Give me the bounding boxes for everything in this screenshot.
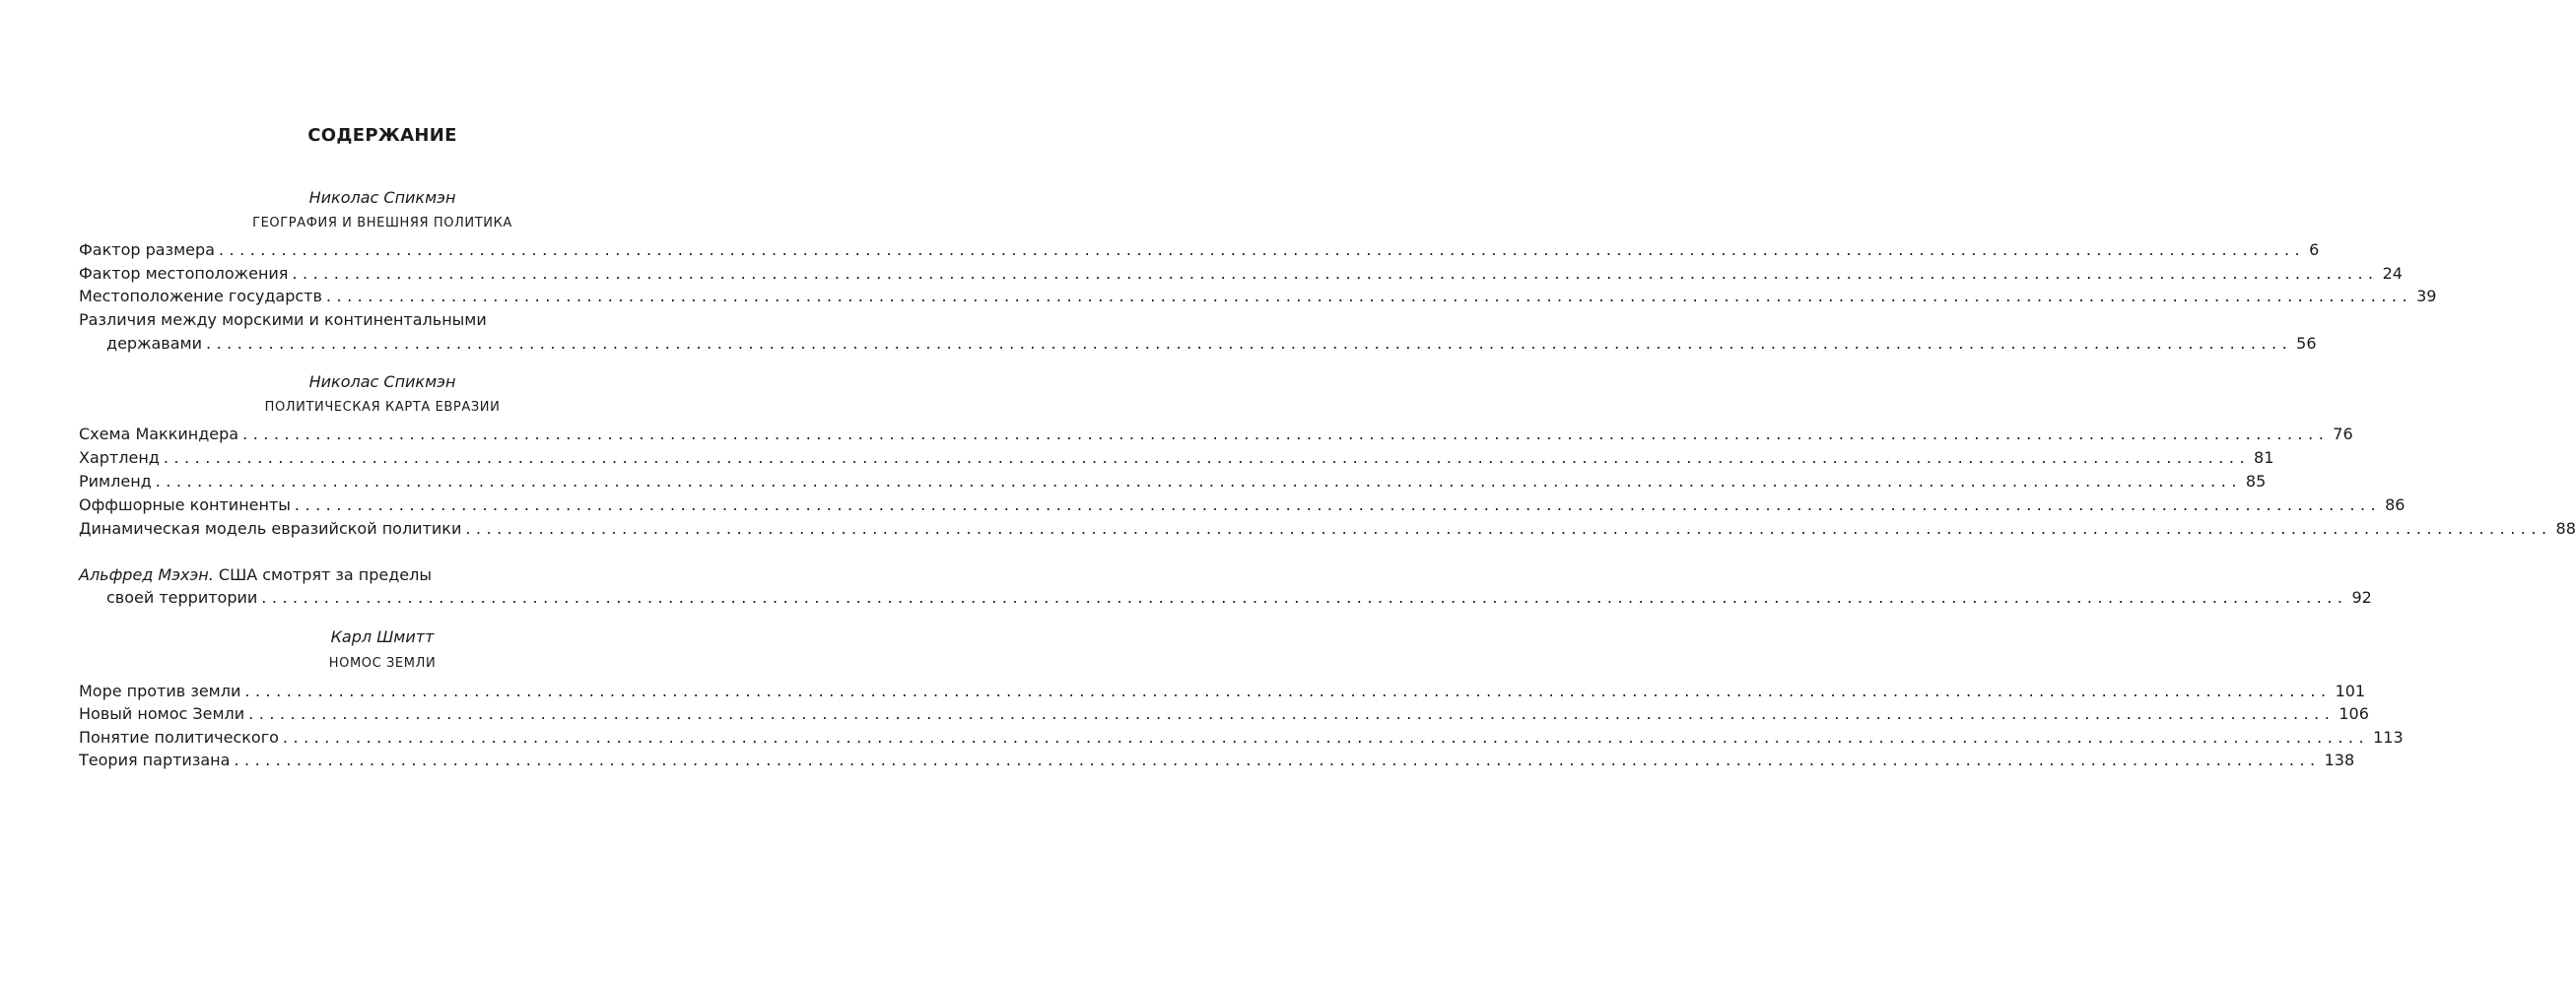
- section-author: Карл Шмитт: [330, 627, 435, 646]
- toc-entry[interactable]: [79, 704, 2369, 726]
- toc-entry[interactable]: [79, 264, 2403, 286]
- section-title: ГЕОГРАФИЯ И ВНЕШНЯЯ ПОЛИТИКА: [252, 216, 512, 230]
- toc-entry-page: 113: [2373, 728, 2404, 747]
- toc-entry-label: Фактор местоположения: [79, 264, 289, 283]
- toc-entry[interactable]: [79, 495, 2406, 517]
- toc-entry[interactable]: [79, 728, 2404, 750]
- toc-entry-label: своей территории: [106, 588, 258, 607]
- toc-entry-page: 101: [2335, 682, 2366, 700]
- section-title: ПОЛИТИЧЕСКАЯ КАРТА ЕВРАЗИИ: [264, 400, 501, 415]
- toc-entry[interactable]: [79, 425, 2353, 446]
- toc-entry[interactable]: [79, 287, 2437, 308]
- dot-leader: ........................................................................................................................................................................................................: [244, 682, 2332, 700]
- toc-entry-label: Новый номос Земли: [79, 704, 245, 723]
- dot-leader: ........................................................................................................................................................................................................: [282, 728, 2370, 747]
- toc-entry-label-line1[interactable]: [79, 565, 432, 584]
- toc-entry-page: 24: [2382, 264, 2403, 283]
- toc-entry[interactable]: [79, 751, 2355, 772]
- toc-entry-page: 56: [2296, 334, 2317, 353]
- section-author: Альфред Мэхэн.: [79, 565, 214, 584]
- section-author: Николас Спикмэн: [308, 372, 456, 391]
- section-title: НОМОС ЗЕМЛИ: [328, 656, 437, 671]
- toc-entry[interactable]: [79, 519, 2576, 541]
- toc-entry-label: Схема Маккиндера: [79, 425, 239, 443]
- dot-leader: ........................................................................................................................................................................................................: [234, 751, 2321, 769]
- toc-entry[interactable]: [79, 240, 2320, 262]
- toc-entry-page: 86: [2385, 495, 2406, 514]
- dot-leader: ........................................................................................................................................................................................................: [205, 334, 2293, 353]
- dot-leader: ........................................................................................................................................................................................................: [248, 704, 2336, 723]
- toc-entry-label: Понятие политического: [79, 728, 279, 747]
- page-title: СОДЕРЖАНИЕ: [307, 125, 457, 146]
- toc-entry-label: Хартленд: [79, 448, 160, 467]
- section-title: США смотрят за пределы: [218, 565, 433, 584]
- dot-leader: ........................................................................................................................................................................................................: [261, 588, 2348, 607]
- toc-entry-page: 85: [2245, 472, 2267, 491]
- toc-entry-label: Оффшорные континенты: [79, 495, 291, 514]
- toc-entry[interactable]: [79, 448, 2274, 470]
- toc-entry[interactable]: [79, 472, 2267, 493]
- toc-entry-page: 88: [2555, 519, 2576, 538]
- dot-leader: ........................................................................................................................................................................................................: [325, 287, 2413, 305]
- toc-entry-label: Динамическая модель евразийской политики: [79, 519, 462, 538]
- dot-leader: ........................................................................................................................................................................................................: [242, 425, 2330, 443]
- dot-leader: ........................................................................................................................................................................................................: [465, 519, 2552, 538]
- toc-entry-label: Римленд: [79, 472, 152, 491]
- toc-entry[interactable]: [106, 334, 2317, 356]
- toc-entry[interactable]: [106, 588, 2372, 610]
- toc-entry-label: Море против земли: [79, 682, 241, 700]
- toc-entry-label: Теория партизана: [79, 751, 231, 769]
- toc-entry[interactable]: [79, 682, 2366, 703]
- toc-entry-page: 81: [2254, 448, 2274, 467]
- toc-entry-page: 106: [2339, 704, 2369, 723]
- section-author: Николас Спикмэн: [308, 188, 456, 207]
- dot-leader: ........................................................................................................................................................................................................: [294, 495, 2382, 514]
- dot-leader: ........................................................................................................................................................................................................: [155, 472, 2242, 491]
- toc-entry-label: державами: [106, 334, 202, 353]
- toc-entry-page: 39: [2416, 287, 2437, 305]
- toc-entry-page: 92: [2351, 588, 2372, 607]
- toc-entry-label-line1[interactable]: Различия между морскими и континентальными: [79, 310, 487, 329]
- dot-leader: ........................................................................................................................................................................................................: [163, 448, 2251, 467]
- dot-leader: ........................................................................................................................................................................................................: [292, 264, 2379, 283]
- toc-entry-page: 6: [2309, 240, 2320, 259]
- toc-entry-page: 76: [2333, 425, 2353, 443]
- dot-leader: ........................................................................................................................................................................................................: [218, 240, 2306, 259]
- toc-entry-label: Местоположение государств: [79, 287, 322, 305]
- toc-entry-page: 138: [2324, 751, 2355, 769]
- toc-entry-label: Фактор размера: [79, 240, 215, 259]
